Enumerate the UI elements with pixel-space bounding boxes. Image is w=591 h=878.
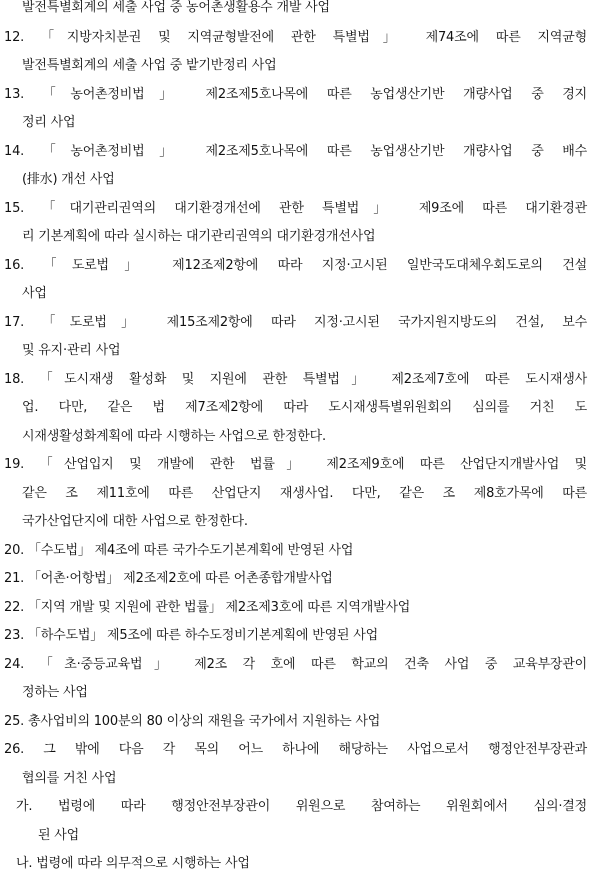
item-line: (排水) 개선 사업 bbox=[22, 172, 115, 187]
item-line: 15. 「대기관리권역의 대기환경개선에 관한 특별법」 제9조에 따른 대기환경관 bbox=[4, 201, 587, 216]
item-line: 및 유지·관리 사업 bbox=[22, 343, 121, 358]
item-line: 16. 「도로법」 제12조제2항에 따라 지정·고시된 일반국도대체우회도로의 건설 bbox=[4, 258, 587, 273]
item-line: 같은 조 제11호에 따른 산업단지 재생사업. 다만, 같은 조 제8호가목에 따른 bbox=[22, 486, 587, 501]
item-line: 발전특별회계의 세출 사업 중 농어촌생활용수 개발 사업 bbox=[22, 0, 330, 15]
item-line: 정하는 사업 bbox=[22, 685, 88, 700]
item-line: 14. 「농어촌정비법」 제2조제5호나목에 따른 농업생산기반 개량사업 중 배수 bbox=[4, 144, 587, 159]
item-line: 22. 「지역 개발 및 지원에 관한 법률」 제2조제3호에 따른 지역개발사업 bbox=[4, 600, 411, 615]
item-line: 12. 「지방자치분권 및 지역균형발전에 관한 특별법」 제74조에 따른 지역균형 bbox=[4, 30, 587, 45]
item-line: 사업 bbox=[22, 286, 47, 301]
sub-item-line: 나. 법령에 따라 의무적으로 시행하는 사업 bbox=[16, 856, 250, 871]
sub-item-line: 된 사업 bbox=[38, 828, 80, 843]
sub-item-line: 가. 법령에 따라 행정안전부장관이 위원으로 참여하는 위원회에서 심의·결정 bbox=[16, 799, 587, 814]
item-line: 26. 그 밖에 다음 각 목의 어느 하나에 해당하는 사업으로서 행정안전부장관과 bbox=[4, 742, 587, 757]
item-line: 업. 다만, 같은 법 제7조제2항에 따라 도시재생특별위원회의 심의를 거친 도 bbox=[22, 400, 587, 415]
item-line: 20. 「수도법」 제4조에 따른 국가수도기본계획에 반영된 사업 bbox=[4, 543, 354, 558]
item-line: 국가산업단지에 대한 사업으로 한정한다. bbox=[22, 514, 248, 529]
item-line: 시재생활성화계획에 따라 시행하는 사업으로 한정한다. bbox=[22, 429, 326, 444]
item-line: 21. 「어촌·어항법」 제2조제2호에 따른 어촌종합개발사업 bbox=[4, 571, 333, 586]
item-line: 정리 사업 bbox=[22, 115, 76, 130]
item-line: 18. 「도시재생 활성화 및 지원에 관한 특별법」 제2조제7호에 따른 도시재생사 bbox=[4, 372, 587, 387]
item-line: 17. 「도로법」 제15조제2항에 따라 지정·고시된 국가지원지방도의 건설, 보수 bbox=[4, 315, 587, 330]
item-line: 24. 「초·중등교육법」 제2조 각 호에 따른 학교의 건축 사업 중 교육부장관이 bbox=[4, 657, 587, 672]
item-line: 발전특별회계의 세출 사업 중 밭기반정리 사업 bbox=[22, 58, 277, 73]
item-line: 리 기본계획에 따라 실시하는 대기관리권역의 대기환경개선사업 bbox=[22, 229, 376, 244]
item-line: 19. 「산업입지 및 개발에 관한 법률」 제2조제9호에 따른 산업단지개발사업 및 bbox=[4, 457, 587, 472]
item-line: 25. 총사업비의 100분의 80 이상의 재원을 국가에서 지원하는 사업 bbox=[4, 714, 381, 729]
item-line: 협의를 거친 사업 bbox=[22, 771, 117, 786]
item-line: 23. 「하수도법」 제5조에 따른 하수도정비기본계획에 반영된 사업 bbox=[4, 628, 378, 643]
item-line: 13. 「농어촌정비법」 제2조제5호나목에 따른 농업생산기반 개량사업 중 경지 bbox=[4, 87, 587, 102]
